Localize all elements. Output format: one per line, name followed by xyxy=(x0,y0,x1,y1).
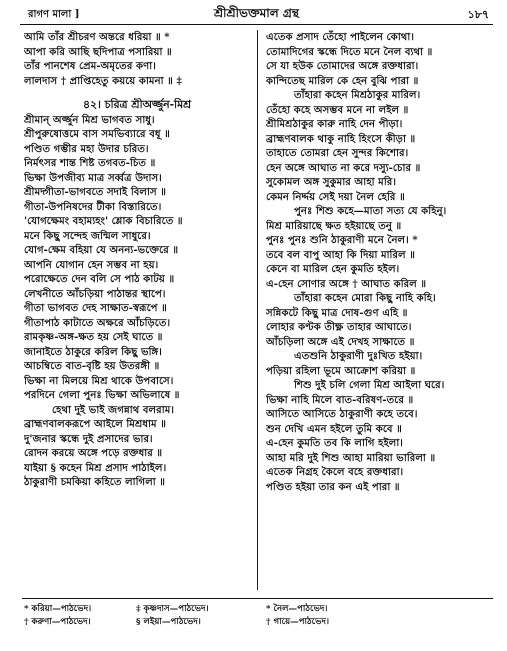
footnote-row xyxy=(24,603,250,616)
page-number: ১৮৭ xyxy=(467,8,489,21)
verse-line: রোদন করয়ে অঙ্গে পড়ে রক্তধার ॥ xyxy=(24,447,163,459)
verse-line: তাহাতে তোমরা হেন সুন্দর কিশোর। xyxy=(266,147,409,159)
verse-line: পণ্ডিত হইয়া তার কন এই পারা ॥ xyxy=(266,480,400,493)
verse-line: আমি তাঁর শ্রীচরণ অন্তরে ধরিয়া ॥ * xyxy=(24,31,170,43)
verse-line: গীতাপাঠ কাটাতে অক্ষরে আঁচড়িতে। xyxy=(24,316,171,329)
verse-line: শ্রীমিশ্রঠাকুর কারু নাহি দেন পীড়া। xyxy=(266,118,403,130)
footnotes xyxy=(22,598,493,633)
verse-line: শিশু দুই চলি গেলা মিশ্র আইলা ঘরে। xyxy=(294,379,445,391)
verse-line: শ্রীপুরুষোত্তমে বাস সমভিব্যারে বধূ ॥ xyxy=(24,128,170,140)
verse-line: গীতা-উপনিষদের টীকা বিস্তারিতে। xyxy=(24,200,162,213)
verse-line: লেখনীতে আঁচড়িয়া পাঠান্তর স্থাপে। xyxy=(24,287,166,300)
footnotes-right xyxy=(266,603,492,629)
verse-line: জানাইতে ঠাকুরে করিল কিছু ভঙ্গি। xyxy=(24,345,162,358)
section-heading: ৪২। চরিত্র শ্রীঅর্জ্জুন-মিশ্র xyxy=(83,98,191,111)
verse-line: 'যোগক্ষেমং বহাম্যহং' শ্লোক বিচারিতে ॥ xyxy=(24,215,183,227)
verse-line: পুনঃ শিশু কহে—মাতা সত্য যে কহিনু। xyxy=(294,205,447,217)
verse-line: পরোক্ষেতে দেন বলি সে পাঠ কাটয় ॥ xyxy=(24,273,175,285)
verse-line: লোহার কণ্টক তীক্ষ্ণ তাহার আঘাতে। xyxy=(266,321,412,333)
verse-line: আচম্বিতে বাত-বৃষ্টি হয় উতরঙ্গী ॥ xyxy=(24,360,160,372)
verse-line: ব্রাহ্মণবালক থাকু নাহি হিংসে কীড়া ॥ xyxy=(266,132,416,145)
verse-line: আপনি যোগান হেন সম্ভব না হয়। xyxy=(24,258,159,271)
verse-line: হেন অঙ্গে আঘাত না করে দস্যু-চোর ॥ xyxy=(266,161,421,174)
verse-line: তবে বল বাপু আহা কি দিয়া মারিল ॥ xyxy=(266,248,415,261)
verse-line: পুনঃ পুনঃ শুনি ঠাকুরাণী মনে নৈল। * xyxy=(266,234,418,246)
footnote-row xyxy=(266,616,492,629)
verse-line: তোমাদিগের স্কন্ধে দিতে মনে নৈল ব্যথা ॥ xyxy=(266,45,433,58)
verse-line: যোগ-ক্ষেম বহিয়া যে অনন্য-ভক্তেরে ॥ xyxy=(24,244,179,256)
verse-line: শ্রীমদ্গীতা-ভাগবতে সদাই বিলাস ॥ xyxy=(24,186,166,198)
verse-line: আসিতে আসিতে ঠাকুরাণী কহে তবে। xyxy=(266,408,418,420)
verse-line: ভিক্ষা উপজীব্য মাত্র সর্ব্বত্র উদাস। xyxy=(24,171,162,184)
verse-line: হেথা দুই ভাই জগন্নাথ বলরাম। xyxy=(52,403,174,416)
verse-line: তাঁর পানশেষ প্রেম-অমৃতের কণা। xyxy=(24,60,156,72)
verse-line: ভিক্ষা নাহি মিলে বাত-বরিষণ-তরে ॥ xyxy=(266,393,414,406)
verse-line: লালদাস † প্রাপ্তিহেতু কয়য়ে কামনা ॥ ‡ xyxy=(24,74,182,87)
footnote: § লইয়া—পাঠভেদ। xyxy=(136,617,201,627)
running-head-left: রাগণ মালা ] xyxy=(28,9,80,20)
verse-line: গীতা ভাগবত দেহ সাক্ষাত-স্বরূপে ॥ xyxy=(24,302,167,314)
verse-line: এ-হেন সোণার অঙ্গে † আঘাত করিল ॥ xyxy=(266,277,427,290)
verse-line: পণ্ডিত গম্ভীর মহা উদার চরিত। xyxy=(24,142,149,155)
verse-line: তাঁহারা কহেন মোরা কিছু নাহি কহি। xyxy=(294,292,436,304)
verse-line: শুন দেখি এমন হইলে তুমি কবে ॥ xyxy=(266,422,402,435)
right-text-column xyxy=(266,30,492,494)
verse-line: সে যা হউক তোমাদের অঙ্গে রক্তধারা। xyxy=(266,60,419,72)
verse-line: মিশ্র মারিয়াছে ক্ষত হইয়াছে তনু ॥ xyxy=(266,219,402,232)
footnote: † করুণা—পাঠভেদ। xyxy=(24,617,91,627)
verse-line: এ-হেন কুমতি তব কি লাগি হইলা। xyxy=(266,437,403,449)
page-header xyxy=(20,4,493,25)
verse-line: নির্মৎসর শান্ত শিষ্ট তগবত-চিত ॥ xyxy=(24,157,156,169)
footnotes-left xyxy=(24,603,250,629)
verse-line: এতেক নিগ্রহ কৈলে বহে রক্তধারা। xyxy=(266,466,404,478)
verse-line: সুকোমল অঙ্গ সুকুমার আহা মরি। xyxy=(266,176,396,188)
footnote: † গায়ে—পাঠভেদ। xyxy=(266,617,330,627)
verse-line: মনে কিছু সন্দেহ জন্মিল সাধুরে। xyxy=(24,229,151,242)
verse-line: ভিক্ষা না মিলয়ে মিশ্র থাকে উপবাসে। xyxy=(24,374,174,387)
verse-line: আহা মরি দুই শিশু আহা মারিয়া ভারিলা ॥ xyxy=(266,451,436,464)
verse-line: সন্নিকটে কিছু মাত্র দোষ-গুণ এহি ॥ xyxy=(266,306,408,319)
footnote-row xyxy=(266,603,492,616)
running-head-title: শ্রীশ্রীভক্তমাল গ্রন্থ xyxy=(214,6,299,20)
verse-line: পরদিনে গেলা পুনঃ ভিক্ষা অভিলাষে ॥ xyxy=(24,389,180,401)
verse-line: ঠাকুরাণী চমকিয়া কহিতে লাগিলা ॥ xyxy=(24,476,166,488)
verse-line: আপা করি আছি ছদিপাত্র পসারিয়া ॥ xyxy=(24,45,172,58)
verse-line: এতেক প্রসাদ তেঁহো পাইলেন কোথা। xyxy=(266,31,414,43)
verse-line: আঁচড়িলা অঙ্গে এই দেখহ সাক্ষাতে ॥ xyxy=(266,335,415,348)
verse-line: শ্রীমান্ অর্জ্জুন মিশ্র ভাগবত সাধু। xyxy=(24,113,155,126)
verse-line: রামকৃষ্ণ-অঙ্গ-ক্ষত হয় সেই ঘাতে ॥ xyxy=(24,331,163,343)
left-text-column xyxy=(24,30,250,490)
verse-line: কেমন নির্দ্দয় সেই দয়া নৈল হেরি ॥ xyxy=(266,190,405,203)
verse-line: তাঁহারা কহেন মিশ্রঠাকুর মারিল। xyxy=(294,89,421,101)
footnote: * নৈল—পাঠভেদ। xyxy=(266,604,328,614)
verse-line: কান্দিতেছ মারিল কে হেন বুঝি পারা ॥ xyxy=(266,74,419,87)
verse-line: ব্রাহ্মণবালকরূপে আইলে মিশ্রধাম ॥ xyxy=(24,418,166,430)
footnote: ‡ কৃষ্ণদাস—পাঠভেদ। xyxy=(136,604,209,614)
verse-line: কেনে বা মারিল হেন কুমতি হইল। xyxy=(266,263,400,275)
verse-line: পড়িয়া রহিলা ভূমে আক্রোশ করিয়া ॥ xyxy=(266,364,416,377)
verse-line: দু'জনার স্কন্ধে দুই প্রসাদের ভার। xyxy=(24,432,153,445)
verse-gap xyxy=(24,88,250,98)
verse-line: তেঁহো কহে অসম্ভব মনে না লইল ॥ xyxy=(266,103,409,116)
verse-line: এতশুনি ঠাকুরাণী দুঃখিত হইয়া। xyxy=(294,350,423,362)
verse-line: যাইয়া § কহেন মিশ্র প্রসাদ পাঠাইল। xyxy=(24,461,167,474)
column-divider xyxy=(257,30,258,590)
footnote: * করিয়া—পাঠভেদ। xyxy=(24,604,92,614)
footnote-row xyxy=(24,616,250,629)
